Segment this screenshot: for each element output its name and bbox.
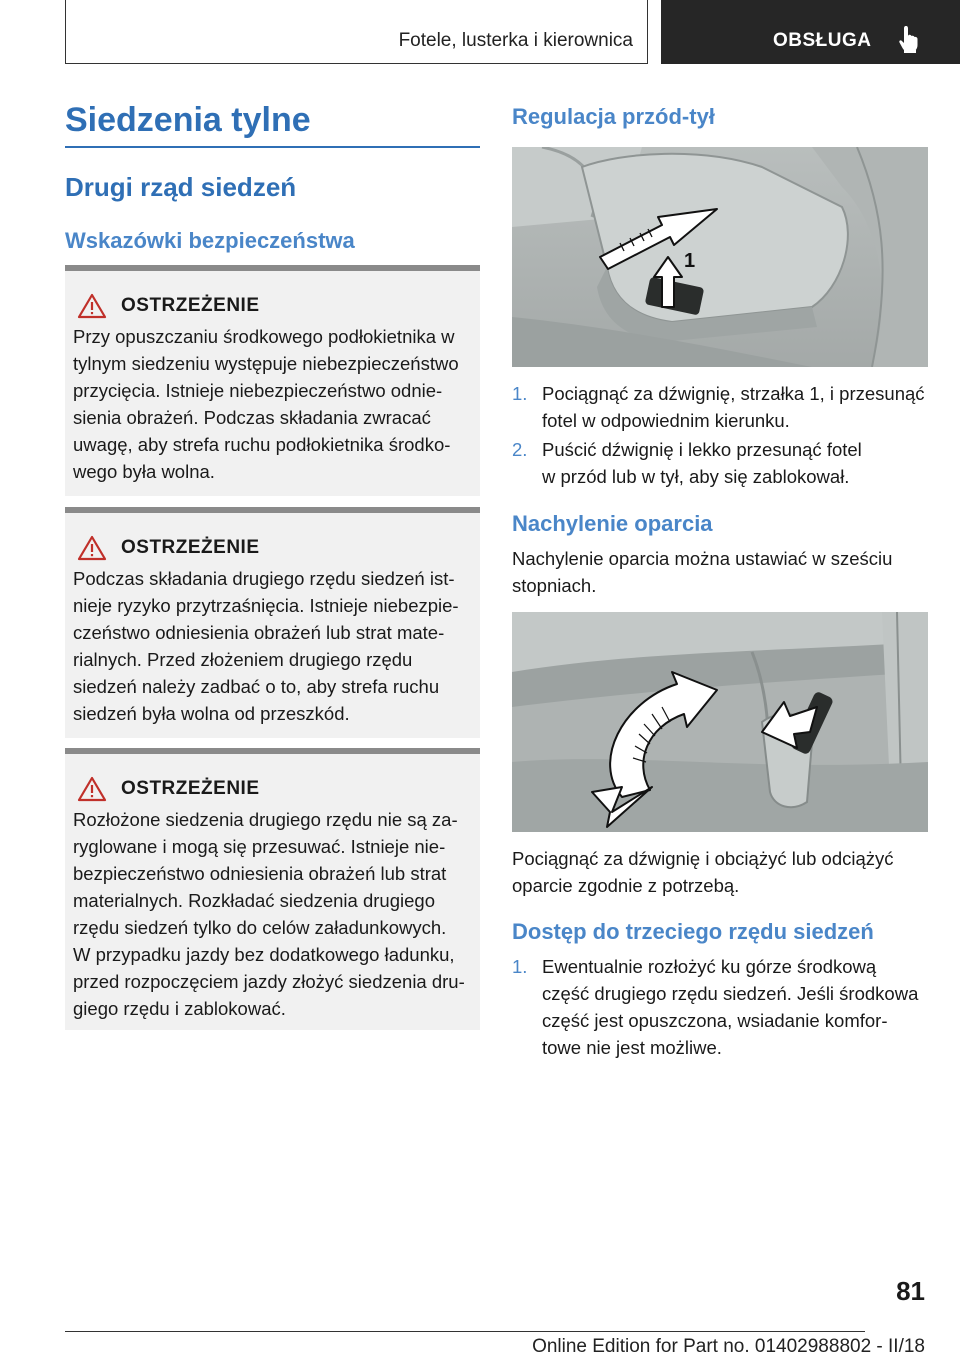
text-line: Nachylenie oparcia można ustawiać w sześciu <box>512 548 893 569</box>
list-item <box>512 380 928 434</box>
seat-slide-photo <box>512 147 928 367</box>
text-line: ryglowane i mogą się przesuwać. Istnieje nie- <box>73 836 446 857</box>
warning-text <box>73 806 475 1022</box>
warning-text <box>73 565 475 727</box>
warning-box-1 <box>65 265 480 496</box>
text-line: Puścić dźwignię i lekko przesunąć fotel <box>542 439 862 460</box>
text-line: przed rozpoczęciem jazdy złożyć siedzenia dru- <box>73 971 465 992</box>
text-line: część drugiego rzędu siedzeń. Jeśli środkowa <box>542 983 919 1004</box>
warning-title: OSTRZEŻENIE <box>121 295 260 316</box>
warning-triangle-icon <box>77 776 107 802</box>
text-line: Przy opuszczaniu środkowego podłokietnika w <box>73 326 455 347</box>
step-text <box>542 436 928 490</box>
warning-box-2 <box>65 507 480 738</box>
chapter-tab-label: OBSŁUGA <box>773 30 872 51</box>
step-number: 1. <box>512 956 528 977</box>
text-line: nieje ryzyko przytrzaśnięcia. Istnieje niebezpie- <box>73 595 459 616</box>
text-line: część jest opuszczona, wsiadanie komfor- <box>542 1010 888 1031</box>
list-item <box>512 436 928 490</box>
step-number: 1. <box>512 383 528 404</box>
text-line: w przód lub w tył, aby się zablokował. <box>542 466 850 487</box>
warning-triangle-icon <box>77 293 107 319</box>
step-number: 2. <box>512 439 528 460</box>
text-line: towe nie jest możliwe. <box>542 1037 722 1058</box>
photo-callout-1: 1 <box>684 250 696 272</box>
safety-heading: Wskazówki bezpieczeństwa <box>65 228 355 253</box>
text-line: rzędu siedzeń tylko do celów załadunkowych. <box>73 917 447 938</box>
subsection-title: Drugi rząd siedzeń <box>65 172 297 202</box>
text-line: bezpieczeństwo odniesienia obrażeń lub strat <box>73 863 447 884</box>
backrest-recline-photo <box>512 612 928 832</box>
hand-pointer-icon <box>897 24 923 54</box>
recline-instruction <box>512 845 928 899</box>
list-item <box>512 953 928 1061</box>
page-number: 81 <box>896 1276 925 1306</box>
recline-intro <box>512 545 928 599</box>
text-line: rialnych. Przed złożeniem drugiego rzędu <box>73 649 413 670</box>
warning-box-3 <box>65 748 480 1030</box>
text-line: oparcie zgodnie z potrzebą. <box>512 875 740 896</box>
text-line: Ewentualnie rozłożyć ku górze środkową <box>542 956 877 977</box>
edition-note: Online Edition for Part no. 01402988802 - II/18 <box>532 1336 925 1357</box>
text-line: Pociągnąć za dźwignię i obciążyć lub odciążyć <box>512 848 894 869</box>
text-line: fotel w odpowiednim kierunku. <box>542 410 790 431</box>
header-frame <box>65 0 648 64</box>
text-line: wego była wolna. <box>73 461 215 482</box>
warning-title: OSTRZEŻENIE <box>121 537 260 558</box>
text-line: Podczas składania drugiego rzędu siedzeń ist- <box>73 568 455 589</box>
text-line: przycięcia. Istnieje niebezpieczeństwo odnie- <box>73 380 443 401</box>
section-title: Fotele, lusterka i kierownica <box>398 30 633 51</box>
text-line: stopniach. <box>512 575 597 596</box>
text-line: Pociągnąć za dźwignię, strzałka 1, i przesunąć <box>542 383 925 404</box>
fore-aft-heading: Regulacja przód-tył <box>512 104 715 129</box>
text-line: giego rzędu i zablokować. <box>73 998 286 1019</box>
text-line: materialnych. Rozkładać siedzenia drugiego <box>73 890 435 911</box>
third-row-heading: Dostęp do trzeciego rzędu siedzeń <box>512 919 874 944</box>
chapter-tab[interactable] <box>661 0 960 64</box>
page-title: Siedzenia tylne <box>65 101 311 139</box>
text-line: siedzeń była wolna od przeszkód. <box>73 703 350 724</box>
warning-text <box>73 323 475 485</box>
text-line: sienia obrażeń. Podczas składania zwracać <box>73 407 431 428</box>
text-line: tylnym siedzeniu występuje niebezpieczeństwo <box>73 353 459 374</box>
warning-triangle-icon <box>77 535 107 561</box>
step-text <box>542 380 928 434</box>
title-rule <box>65 146 480 148</box>
warning-title: OSTRZEŻENIE <box>121 778 260 799</box>
text-line: W przypadku jazdy bez dodatkowego ładunku, <box>73 944 455 965</box>
footer-rule <box>65 1331 865 1332</box>
step-text <box>542 953 928 1061</box>
text-line: czeństwo odniesienia obrażeń lub strat mate- <box>73 622 445 643</box>
text-line: uwagę, aby strefa ruchu podłokietnika środko- <box>73 434 451 455</box>
text-line: siedzeń należy zadbać o to, aby strefa ruchu <box>73 676 440 697</box>
recline-heading: Nachylenie oparcia <box>512 511 713 536</box>
text-line: Rozłożone siedzenia drugiego rzędu nie są za- <box>73 809 458 830</box>
